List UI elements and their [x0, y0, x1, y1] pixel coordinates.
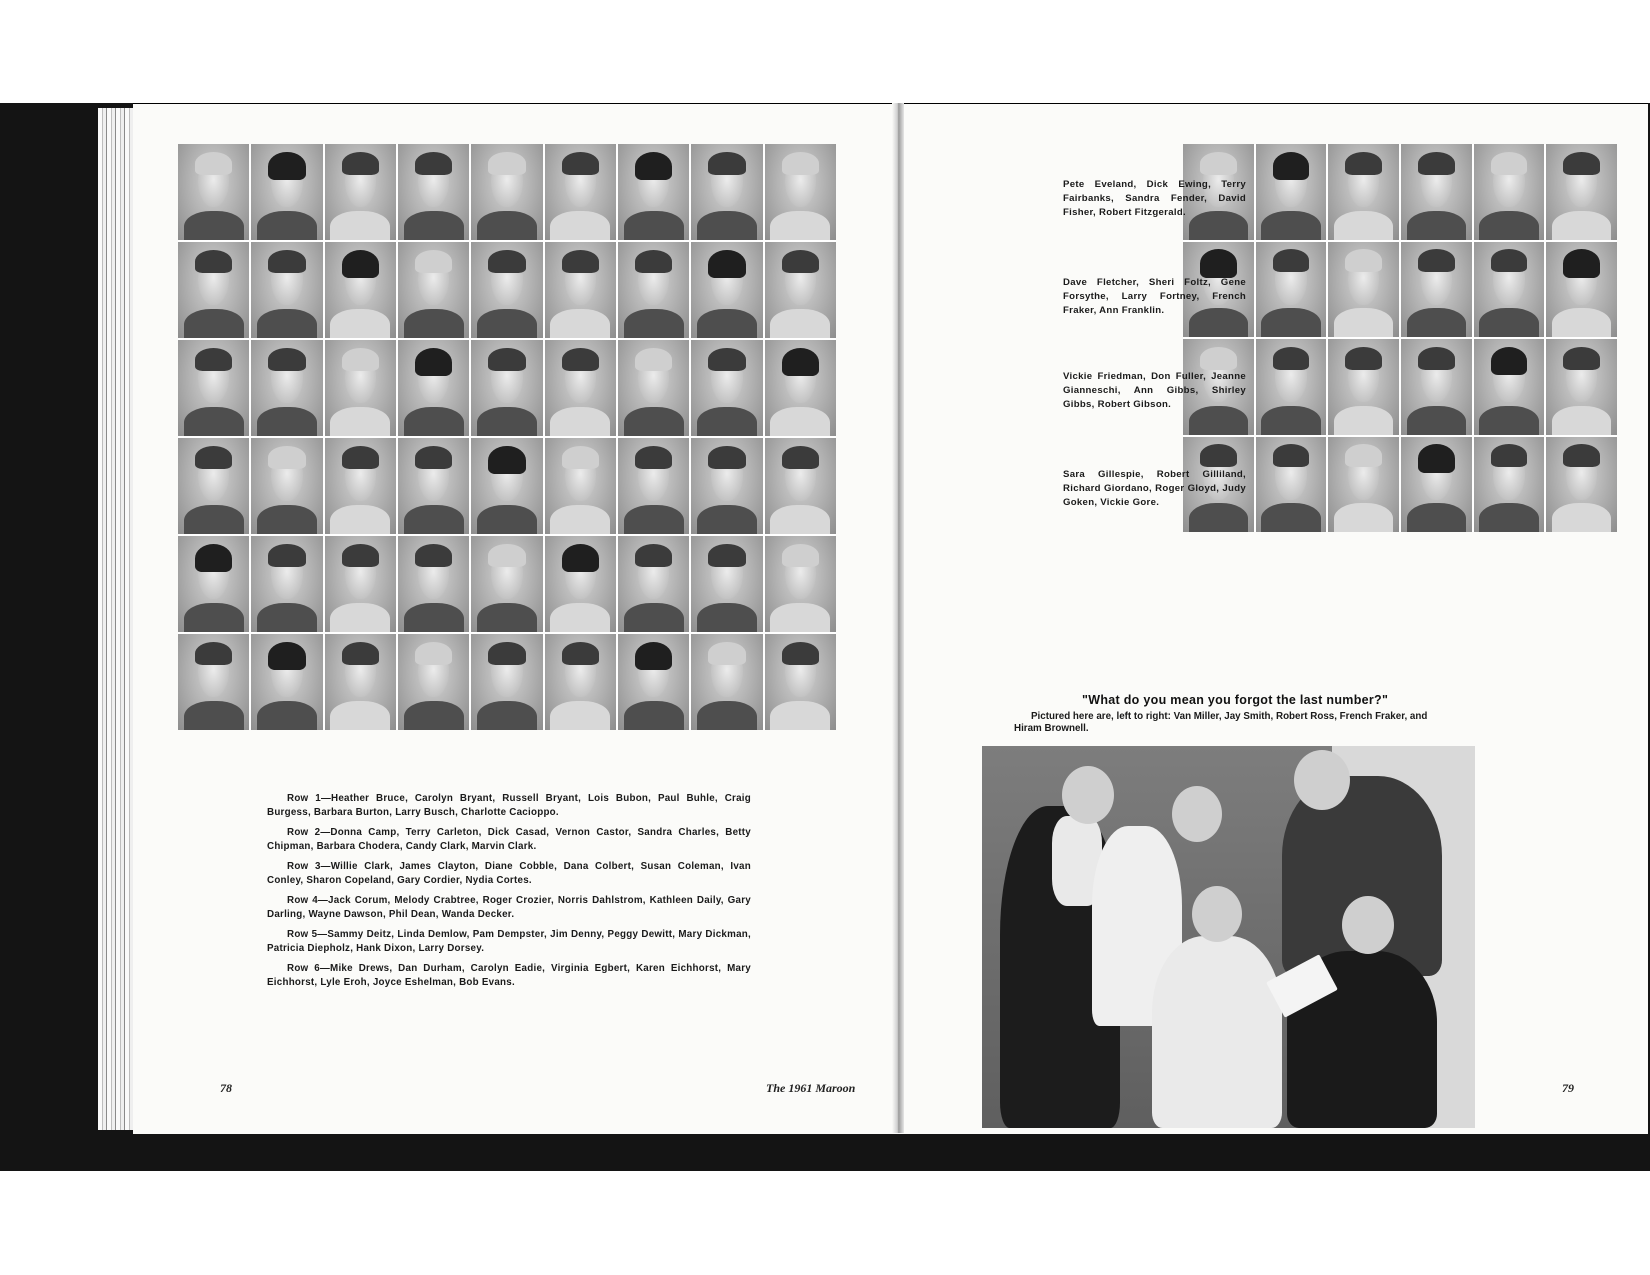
- portrait-hair: [562, 250, 599, 273]
- portrait-hair: [1345, 152, 1382, 175]
- portrait-hair: [782, 250, 819, 273]
- row-names: —Mike Drews, Dan Durham, Carolyn Eadie, Virginia Egbert, Karen Eichhorst, Mary Eichhorst, Lyle Eroh, Joyce Eshelman, Bob Evans.: [267, 963, 751, 988]
- photo-caption: Pictured here are, left to right: Van Miller, Jay Smith, Robert Ross, French Fraker, and Hiram Brownell.: [1014, 711, 1428, 734]
- student-portrait: [398, 438, 469, 534]
- student-portrait: [325, 340, 396, 436]
- portrait-hair: [1273, 152, 1310, 181]
- portrait-hair: [1563, 249, 1600, 278]
- portrait-hair: [1491, 444, 1528, 467]
- portrait-shoulders: [404, 505, 464, 534]
- row-label: Row 5: [287, 929, 318, 940]
- portrait-shoulders: [697, 407, 757, 436]
- portrait-hair: [1418, 444, 1455, 473]
- portrait-hair: [415, 642, 452, 665]
- portrait-hair: [1418, 152, 1455, 175]
- row-entry-4: [267, 894, 751, 922]
- group-photo: [982, 746, 1475, 1128]
- student-portrait: [545, 536, 616, 632]
- student-portrait: [178, 242, 249, 338]
- portrait-hair: [635, 348, 672, 371]
- student-portrait: [1546, 339, 1617, 435]
- student-portrait: [1256, 339, 1327, 435]
- portrait-shoulders: [1261, 308, 1320, 337]
- portrait-hair: [1563, 152, 1600, 175]
- portrait-hair: [415, 152, 452, 175]
- row-label: Row 1: [287, 793, 321, 804]
- portrait-hair: [1200, 152, 1237, 175]
- row-entry-3: [267, 860, 751, 888]
- portrait-hair: [415, 544, 452, 567]
- student-portrait: [1474, 242, 1545, 338]
- portrait-hair: [782, 348, 819, 377]
- student-portrait: [765, 634, 836, 730]
- portrait-shoulders: [1552, 503, 1611, 532]
- student-portrait: [1401, 242, 1472, 338]
- portrait-shoulders: [770, 407, 830, 436]
- portrait-hair: [1563, 444, 1600, 467]
- portrait-hair: [268, 348, 305, 371]
- row-label: Row 3: [287, 861, 321, 872]
- row-entry-2: [267, 826, 751, 854]
- student-portrait: [1401, 437, 1472, 533]
- portrait-shoulders: [770, 211, 830, 240]
- portrait-hair: [268, 446, 305, 469]
- student-portrait: [398, 536, 469, 632]
- student-portrait: [178, 536, 249, 632]
- portrait-hair: [415, 250, 452, 273]
- portrait-hair: [195, 446, 232, 469]
- portrait-shoulders: [1552, 211, 1611, 240]
- portrait-hair: [195, 152, 232, 175]
- student-portrait: [691, 242, 762, 338]
- student-portrait: [1474, 437, 1545, 533]
- student-portrait: [691, 634, 762, 730]
- portrait-shoulders: [184, 505, 244, 534]
- student-portrait: [251, 340, 322, 436]
- portrait-shoulders: [1552, 308, 1611, 337]
- page-number-right: 79: [1562, 1081, 1574, 1095]
- portrait-hair: [1200, 444, 1237, 467]
- portrait-hair: [488, 250, 525, 273]
- portrait-hair: [562, 544, 599, 573]
- student-portrait: [765, 438, 836, 534]
- student-portrait: [251, 536, 322, 632]
- row-label: Row 4: [287, 895, 318, 906]
- portrait-shoulders: [697, 603, 757, 632]
- portrait-shoulders: [330, 407, 390, 436]
- left-portrait-grid: [178, 144, 836, 730]
- portrait-shoulders: [184, 603, 244, 632]
- portrait-shoulders: [404, 309, 464, 338]
- portrait-shoulders: [184, 309, 244, 338]
- portrait-shoulders: [1407, 503, 1466, 532]
- student-portrait: [1401, 339, 1472, 435]
- portrait-shoulders: [330, 309, 390, 338]
- portrait-shoulders: [624, 505, 684, 534]
- portrait-hair: [1491, 152, 1528, 175]
- portrait-shoulders: [257, 701, 317, 730]
- portrait-hair: [1200, 249, 1237, 278]
- portrait-shoulders: [404, 211, 464, 240]
- portrait-shoulders: [1334, 308, 1393, 337]
- portrait-hair: [1345, 347, 1382, 370]
- student-portrait: [325, 242, 396, 338]
- right-portrait-grid: [1183, 144, 1617, 532]
- photo-figure: [1152, 936, 1282, 1128]
- portrait-shoulders: [257, 407, 317, 436]
- portrait-shoulders: [697, 505, 757, 534]
- row-label: Row 6: [287, 963, 320, 974]
- portrait-hair: [1273, 249, 1310, 272]
- portrait-hair: [1200, 347, 1237, 370]
- student-portrait: [765, 536, 836, 632]
- student-portrait: [545, 340, 616, 436]
- student-portrait: [471, 634, 542, 730]
- portrait-hair: [195, 348, 232, 371]
- portrait-hair: [1491, 249, 1528, 272]
- portrait-hair: [342, 446, 379, 469]
- student-portrait: [618, 634, 689, 730]
- portrait-hair: [562, 348, 599, 371]
- student-portrait: [545, 438, 616, 534]
- portrait-shoulders: [477, 407, 537, 436]
- portrait-hair: [195, 544, 232, 573]
- portrait-hair: [195, 250, 232, 273]
- portrait-hair: [195, 642, 232, 665]
- student-portrait: [471, 438, 542, 534]
- caption-row-1: Pete Eveland, Dick Ewing, Terry Fairbanks, Sandra Fender, David Fisher, Robert Fitzgerald.: [1063, 179, 1246, 218]
- portrait-shoulders: [770, 505, 830, 534]
- row-listing: [267, 792, 751, 996]
- photo-head: [1192, 886, 1242, 942]
- portrait-hair: [342, 348, 379, 371]
- portrait-shoulders: [697, 309, 757, 338]
- portrait-shoulders: [550, 211, 610, 240]
- portrait-hair: [708, 642, 745, 665]
- portrait-shoulders: [624, 701, 684, 730]
- student-portrait: [1546, 437, 1617, 533]
- row-names: —Donna Camp, Terry Carleton, Dick Casad, Vernon Castor, Sandra Charles, Betty Chipman, Barbara Chodera, Candy Clark, Marvin Clark.: [267, 827, 751, 852]
- row-label: Row 2: [287, 827, 321, 838]
- portrait-shoulders: [624, 309, 684, 338]
- portrait-shoulders: [404, 603, 464, 632]
- portrait-shoulders: [330, 211, 390, 240]
- student-portrait: [765, 340, 836, 436]
- student-portrait: [398, 634, 469, 730]
- portrait-shoulders: [184, 211, 244, 240]
- portrait-shoulders: [697, 211, 757, 240]
- portrait-hair: [488, 642, 525, 665]
- student-portrait: [178, 438, 249, 534]
- portrait-shoulders: [257, 505, 317, 534]
- student-portrait: [618, 242, 689, 338]
- student-portrait: [398, 340, 469, 436]
- book-gutter: [892, 103, 904, 1133]
- student-portrait: [398, 144, 469, 240]
- student-portrait: [618, 340, 689, 436]
- student-portrait: [618, 144, 689, 240]
- portrait-hair: [782, 544, 819, 567]
- student-portrait: [1474, 144, 1545, 240]
- portrait-hair: [342, 250, 379, 279]
- portrait-shoulders: [1479, 308, 1538, 337]
- portrait-shoulders: [550, 309, 610, 338]
- portrait-shoulders: [1261, 406, 1320, 435]
- photo-head: [1062, 766, 1114, 824]
- portrait-shoulders: [770, 701, 830, 730]
- portrait-shoulders: [184, 701, 244, 730]
- student-portrait: [178, 340, 249, 436]
- portrait-hair: [562, 446, 599, 469]
- portrait-hair: [635, 446, 672, 469]
- portrait-hair: [415, 446, 452, 469]
- student-portrait: [691, 438, 762, 534]
- student-portrait: [398, 242, 469, 338]
- row-entry-5: [267, 928, 751, 956]
- portrait-shoulders: [550, 407, 610, 436]
- student-portrait: [1546, 144, 1617, 240]
- photo-head: [1342, 896, 1394, 954]
- student-portrait: [178, 634, 249, 730]
- portrait-shoulders: [624, 211, 684, 240]
- portrait-hair: [782, 446, 819, 469]
- student-portrait: [1328, 437, 1399, 533]
- row-names: —Jack Corum, Melody Crabtree, Roger Crozier, Norris Dahlstrom, Kathleen Daily, Gary Darling, Wayne Dawson, Phil Dean, Wanda Decker.: [267, 895, 751, 920]
- student-portrait: [618, 536, 689, 632]
- student-portrait: [471, 340, 542, 436]
- portrait-hair: [708, 446, 745, 469]
- portrait-shoulders: [770, 309, 830, 338]
- student-portrait: [691, 340, 762, 436]
- portrait-shoulders: [550, 603, 610, 632]
- student-portrait: [325, 144, 396, 240]
- caption-row-3: Vickie Friedman, Don Fuller, Jeanne Gianneschi, Ann Gibbs, Shirley Gibbs, Robert Gibson.: [1063, 371, 1246, 410]
- portrait-hair: [1273, 347, 1310, 370]
- portrait-hair: [488, 348, 525, 371]
- portrait-shoulders: [477, 211, 537, 240]
- portrait-hair: [268, 544, 305, 567]
- portrait-hair: [1418, 249, 1455, 272]
- portrait-hair: [342, 544, 379, 567]
- portrait-shoulders: [770, 603, 830, 632]
- student-portrait: [471, 144, 542, 240]
- portrait-shoulders: [257, 211, 317, 240]
- student-portrait: [325, 634, 396, 730]
- portrait-hair: [488, 152, 525, 175]
- portrait-shoulders: [184, 407, 244, 436]
- portrait-shoulders: [477, 603, 537, 632]
- page-number-left: 78: [220, 1081, 232, 1095]
- student-portrait: [1256, 144, 1327, 240]
- student-portrait: [251, 438, 322, 534]
- portrait-hair: [708, 250, 745, 279]
- footer-title: The 1961 Maroon: [766, 1081, 856, 1095]
- student-portrait: [691, 144, 762, 240]
- portrait-hair: [342, 152, 379, 175]
- portrait-hair: [635, 544, 672, 567]
- portrait-shoulders: [1479, 211, 1538, 240]
- portrait-hair: [1418, 347, 1455, 370]
- photo-quote: "What do you mean you forgot the last number?": [1082, 693, 1389, 707]
- student-portrait: [1328, 242, 1399, 338]
- portrait-hair: [562, 152, 599, 175]
- portrait-shoulders: [404, 701, 464, 730]
- portrait-hair: [635, 250, 672, 273]
- portrait-hair: [488, 544, 525, 567]
- portrait-hair: [415, 348, 452, 377]
- student-portrait: [691, 536, 762, 632]
- student-portrait: [251, 144, 322, 240]
- portrait-hair: [342, 642, 379, 665]
- student-portrait: [1328, 339, 1399, 435]
- portrait-shoulders: [1552, 406, 1611, 435]
- student-portrait: [1474, 339, 1545, 435]
- portrait-shoulders: [1334, 211, 1393, 240]
- portrait-shoulders: [477, 309, 537, 338]
- portrait-shoulders: [1261, 211, 1320, 240]
- portrait-shoulders: [1334, 406, 1393, 435]
- portrait-hair: [1345, 249, 1382, 272]
- portrait-shoulders: [1334, 503, 1393, 532]
- portrait-shoulders: [550, 505, 610, 534]
- student-portrait: [471, 536, 542, 632]
- caption-row-4: Sara Gillespie, Robert Gilliland, Richard Giordano, Roger Gloyd, Judy Goken, Vickie Gore.: [1063, 469, 1246, 508]
- student-portrait: [765, 242, 836, 338]
- portrait-shoulders: [404, 407, 464, 436]
- student-portrait: [178, 144, 249, 240]
- student-portrait: [1401, 144, 1472, 240]
- portrait-shoulders: [1479, 406, 1538, 435]
- portrait-shoulders: [624, 407, 684, 436]
- portrait-shoulders: [1479, 503, 1538, 532]
- portrait-hair: [1273, 444, 1310, 467]
- row-names: —Heather Bruce, Carolyn Bryant, Russell Bryant, Lois Bubon, Paul Buhle, Craig Burgess, Barbara Burton, Larry Busch, Charlotte Cacioppo.: [267, 793, 751, 818]
- portrait-shoulders: [1407, 211, 1466, 240]
- student-portrait: [545, 634, 616, 730]
- portrait-shoulders: [1407, 308, 1466, 337]
- portrait-shoulders: [257, 603, 317, 632]
- portrait-hair: [1345, 444, 1382, 467]
- student-portrait: [765, 144, 836, 240]
- student-portrait: [1546, 242, 1617, 338]
- student-portrait: [545, 242, 616, 338]
- portrait-hair: [708, 152, 745, 175]
- portrait-hair: [1563, 347, 1600, 370]
- row-names: —Sammy Deitz, Linda Demlow, Pam Dempster, Jim Denny, Peggy Dewitt, Mary Dickman, Patricia Diepholz, Hank Dixon, Larry Dorsey.: [267, 929, 751, 954]
- page-edges: [98, 108, 134, 1130]
- student-portrait: [545, 144, 616, 240]
- portrait-shoulders: [330, 603, 390, 632]
- photo-head: [1294, 750, 1350, 810]
- portrait-shoulders: [477, 505, 537, 534]
- portrait-shoulders: [257, 309, 317, 338]
- portrait-hair: [782, 152, 819, 175]
- portrait-hair: [782, 642, 819, 665]
- student-portrait: [325, 438, 396, 534]
- portrait-hair: [268, 152, 305, 181]
- student-portrait: [1256, 242, 1327, 338]
- portrait-hair: [268, 250, 305, 273]
- portrait-shoulders: [1407, 406, 1466, 435]
- portrait-shoulders: [477, 701, 537, 730]
- portrait-hair: [635, 642, 672, 671]
- student-portrait: [251, 242, 322, 338]
- student-portrait: [471, 242, 542, 338]
- portrait-shoulders: [330, 701, 390, 730]
- portrait-shoulders: [1261, 503, 1320, 532]
- student-portrait: [618, 438, 689, 534]
- student-portrait: [325, 536, 396, 632]
- portrait-shoulders: [330, 505, 390, 534]
- portrait-hair: [635, 152, 672, 181]
- portrait-hair: [488, 446, 525, 475]
- portrait-hair: [1491, 347, 1528, 376]
- portrait-shoulders: [550, 701, 610, 730]
- student-portrait: [251, 634, 322, 730]
- row-entry-1: [267, 792, 751, 820]
- portrait-hair: [562, 642, 599, 665]
- portrait-hair: [708, 544, 745, 567]
- row-entry-6: [267, 962, 751, 990]
- student-portrait: [1256, 437, 1327, 533]
- student-portrait: [1328, 144, 1399, 240]
- caption-row-2: Dave Fletcher, Sheri Foltz, Gene Forsythe, Larry Fortney, French Fraker, Ann Franklin.: [1063, 277, 1246, 316]
- photo-head: [1172, 786, 1222, 842]
- portrait-hair: [708, 348, 745, 371]
- portrait-shoulders: [624, 603, 684, 632]
- row-names: —Willie Clark, James Clayton, Diane Cobble, Dana Colbert, Susan Coleman, Ivan Conley, Sharon Copeland, Gary Cordier, Nydia Cortes.: [267, 861, 751, 886]
- portrait-shoulders: [697, 701, 757, 730]
- portrait-hair: [268, 642, 305, 671]
